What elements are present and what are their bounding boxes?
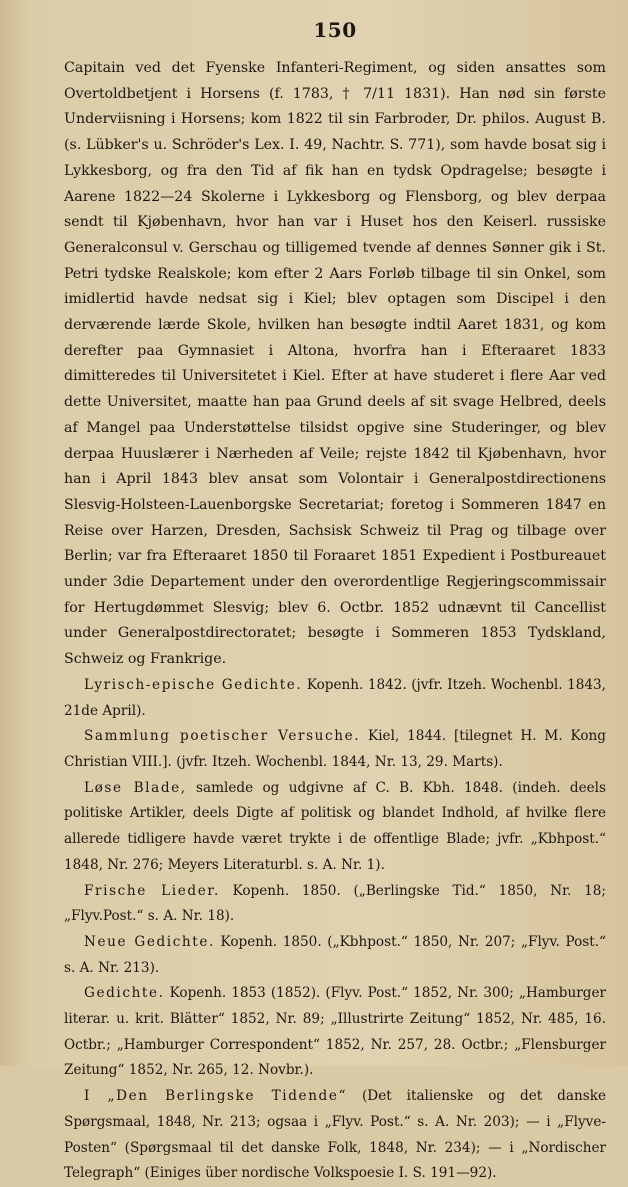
work-details: Kopenh. 1850. („Berlingske Tid.“ 1850, Nr. 18; „Flyv.Post.“ s. A. Nr. 18).: [64, 882, 606, 925]
page-number: 150: [313, 18, 357, 42]
work-details: samlede og udgivne af C. B. Kbh. 1848. (indeh. deels politiske Artikler, deels Digte af politisk og blandet Indhold, af hvilke flere allerede tidligere havde været trykte i de offentlige Blade; jvfr. „Kbhpost.“ 1848, Nr. 276; Meyers Literaturbl. s. A. Nr. 1).: [64, 779, 606, 873]
work-details: Kopenh. 1842. (jvfr. Itzeh. Wochenbl. 1843, 21de April).: [64, 676, 606, 719]
bibliography-entry: [64, 879, 606, 930]
work-details: Kiel, 1844. [tilegnet H. M. Kong Christian VIII.]. (jvfr. Itzeh. Wochenbl. 1844, Nr. 13, 29. Marts).: [64, 728, 606, 770]
work-title: Frische Lieder.: [84, 882, 220, 899]
work-details: Kopenh. 1850. („Kbhpost.“ 1850, Nr. 207; „Flyv. Post.“ s. A. Nr. 213).: [64, 933, 606, 976]
bibliography-entry: [64, 930, 606, 981]
biography-paragraph: Capitain ved det Fyenske Infanteri-Regiment, og siden ansattes som Overtoldbetjent i Horsens (f. 1783, † 7/11 1831). Han nød sin første Underviisning i Horsens; kom 1822 til sin Farbroder, Dr. philos. August B. (s. Lübker's u. Schröder's Lex. I. 49, Nachtr. S. 771), som havde bosat sig i Lykkesborg, og fra den Tid af fik han en tydsk Opdragelse; besøgte i Aarene 1822—24 Skolerne i Lykkesborg og Flensborg, og blev derpaa sendt til Kjøbenhavn, hvor han var i Huset hos den Keiserl. russiske Generalconsul v. Gerschau og tilligemed tvende af dennes Sønner gik i St. Petri tydske Realskole; kom efter 2 Aars Forløb tilbage til sin Onkel, som imidlertid havde nedsat sig i Kiel; blev optagen som Discipel i den derværende lærde Skole, hvilken han besøgte indtil Aaret 1831, og kom derefter paa Gymnasiet i Altona, hvorfra han i Efteraaret 1833 dimitteredes til Universitetet i Kiel. Efter at have studeret i flere Aar ved dette Universitet, maatte han paa Grund deels af sit svage Helbred, deels af Mangel paa Understøttelse tilsidst opgive sine Studeringer, og blev derpaa Huuslærer i Nærheden af Veile; rejste 1842 til Kjøbenhavn, hvor han i April 1843 blev ansat som Volontair i Generalpostdirectionens Slesvig-Holsteen-Lauenborgske Secretariat; foretog i Sommeren 1847 en Reise over Harzen, Dresden, Sachsisk Schweiz til Prag og tilbage over Berlin; var fra Efteraaret 1850 til Foraaret 1851 Expedient i Postbureauet under 3die Departement under den overordentlige Regjeringscommissair for Hertugdømmet Slesvig; blev 6. Octbr. 1852 udnævnt til Cancellist under Generalpostdirectoratet; besøgte i Sommeren 1853 Tydskland, Schweiz og Frankrige.: [64, 60, 606, 668]
bibliography-entry: [64, 1084, 606, 1187]
bibliography-entry: [64, 776, 606, 879]
work-title: Neue Gedichte.: [84, 933, 215, 950]
work-title: Lyrisch-epische Gedichte.: [84, 676, 303, 693]
bibliography-entry: [64, 981, 606, 1084]
work-title: Løse Blade,: [84, 779, 187, 796]
page-body: [64, 56, 606, 1187]
work-title: Sammlung poetischer Versuche.: [84, 728, 361, 745]
work-title: I „Den Berlingske Tidende“: [84, 1088, 348, 1105]
work-title: Gedichte.: [84, 985, 165, 1002]
bibliography-entry: [64, 724, 606, 775]
work-details: Kopenh. 1853 (1852). (Flyv. Post.“ 1852, Nr. 300; „Hamburger literar. u. krit. Blätter“ 1852, Nr. 89; „Illustrirte Zeitung“ 1852, Nr. 485, 16. Octbr.; „Hamburger Correspondent“ 1852, Nr. 257, 28. Octbr.; „Flensburger Zeitung“ 1852, Nr. 265, 12. Novbr.).: [64, 985, 606, 1079]
bibliography-entry: [64, 673, 606, 724]
work-details: (Det italienske og det danske Spørgsmaal, 1848, Nr. 213; ogsaa i „Flyv. Post.“ s. A. Nr. 203); — i „Flyve-Posten“ (Spørgsmaal til det danske Folk, 1848, Nr. 234); — i „Nordischer Telegraph“ (Einiges über nordische Volkspoesie I. S. 191—92).: [64, 1088, 606, 1182]
